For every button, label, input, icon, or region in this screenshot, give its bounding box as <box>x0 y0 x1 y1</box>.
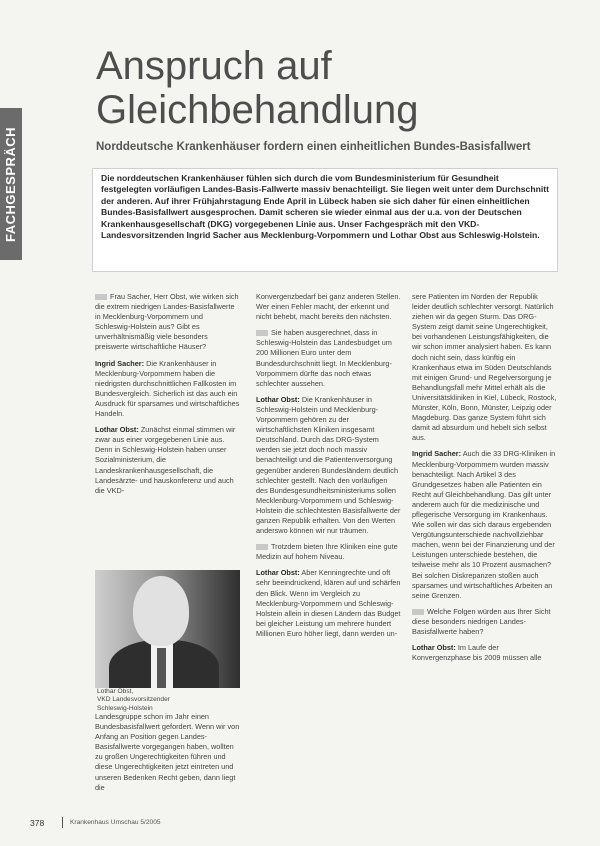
question-paragraph: Trotzdem bieten Ihre Kliniken eine gute Medizin auf hohem Niveau. <box>256 542 398 562</box>
answer-paragraph-continued: sere Patienten im Norden der Republik leider deutlich schlechter versorgt. Natürlich ziehen wir da gegen Sturm. Das DRG-System zeigt damit seine Ungerechtigkeit, bei vorhandenen Leistungsfähigkeiten, die wir schon immer analysiert haben. Es kann doch nicht sein, dass künftig ein Krankenhaus etwa im Süden Deutschlands mit einigen Grund- und Regelversorgung je Behandlungsfall mehr Mittel erhält als die Universitätskliniken in Kiel, Lübeck, Rostock, Münster, Köln, Bonn, Münster, Leipzig oder Magdeburg. Das ganze System führt sich damit ad absurdum und hebelt sich selbst aus. <box>412 292 557 443</box>
question-marker-icon <box>256 330 268 336</box>
caption-role: VKD Landesvorsitzender <box>97 696 170 704</box>
answer-paragraph: Lothar Obst: Aber Kenningrechte und oft sehr beeindruckend, klären auf und schärfen den Blick. Wenn im Vergleich zu Mecklenburg-Vorpommern und Schleswig-Holstein allein in diesen Ländern das Budget bei gleicher Leistung um mehrere hundert Millionen Euro höher liegt, dann werden un- <box>256 568 401 638</box>
question-marker-icon <box>412 609 424 615</box>
page-title: Anspruch auf Gleichbehandlung <box>96 44 419 132</box>
section-label: FACHGESPRÄCH <box>0 108 22 260</box>
answer-paragraph-continued: Landesgruppe schon im Jahr einen Bundesbasisfallwert gefordert. Wenn wir von Anfang an Position gegen Landes-Basisfallwerte vorgegangen haben, wollten zu großen Ungerechtigkeiten führen und diese Ungerechtigkeiten jetzt eintreten und unseren Bedenken Recht geben, dann liegt die <box>95 712 240 792</box>
speaker-name: Lothar Obst: <box>256 568 300 578</box>
question-marker-icon <box>256 544 268 550</box>
question-marker-icon <box>95 294 107 300</box>
answer-paragraph: Lothar Obst: Die Krankenhäuser in Schleswig-Holstein und Mecklenburg-Vorpommern gehören zu der wirtschaftlichsten Kliniken insgesamt Deutschland. Durch das DRG-System werden sie jetzt doch noch massiv benachteiligt und die Patientenversorgung gegenüber anderen Bundesländern deutlich schlechter gestellt. Nach den vorläufigen des Bundesgesundheitsministeriums sollen Mecklenburg-Vorpommern und Schleswig-Holstein die schlechtesten Basisfallwerte der ganzen Republik erhalten. Von den Werten anderswo können wir nur träumen. <box>256 394 401 536</box>
portrait-photo <box>95 570 240 688</box>
question-paragraph: Welche Folgen würden aus Ihrer Sicht diese besonders niedrigen Landes-Basisfallwerte haben? <box>412 606 551 636</box>
answer-paragraph: Lothar Obst: Zunächst einmal stimmen wir zwar aus einer vorgegebenen Linie aus. Denn in Schleswig-Holstein haben unser Sozialministerium, die Landeskrankenhausgesellschaft, die Landesärzte- und hauskonferenz und auch die VKD- <box>95 425 236 495</box>
question-paragraph: Frau Sacher, Herr Obst, wie wirken sich die extrem niedrigen Landes-Basisfallwerte in Mecklenburg-Vorpommern und Schleswig-Holstein aus? Gibt es unverhältnismäßig viele besonders preiswerte wirtschaftliche Häuser? <box>95 292 239 352</box>
footer-divider <box>62 817 63 828</box>
intro-text: Die norddeutschen Krankenhäuser fühlen sich durch die vom Bundesministerium für Gesundheit festgelegten vorläufigen Landes-Basis-Fallwerte massiv benachteiligt. Sie liegen weit unter dem Durchschnitt der anderen. Auf ihrer Frühjahrstagung Ende April in Lübeck haben sie sich daher für einen einheitlichen Bundes-Basisfallwert ausgesprochen. Damit scheren sie wieder einmal aus der u.a. von der Deutschen Krankenhausgesellschaft (DKG) vorgegebenen Linie aus. Unser Fachgespräch mit den VKD-Landesvorsitzenden Ingrid Sacher aus Mecklenburg-Vorpommern und Lothar Obst aus Schleswig-Holstein. <box>101 173 549 241</box>
caption-name: Lothar Obst, <box>97 688 134 695</box>
speaker-name: Lothar Obst: <box>95 425 139 435</box>
page-subtitle: Norddeutsche Krankenhäuser fordern einen einheitlichen Bundes-Basisfallwert <box>96 141 531 153</box>
photo-caption <box>97 688 237 713</box>
speaker-name: Lothar Obst: <box>412 643 456 653</box>
question-paragraph: Sie haben ausgerechnet, dass in Schleswig-Holstein das Landesbudget um 200 Millionen Euro unter dem Bundesdurchschnitt liegt. In Mecklenburg-Vorpommern dürfte das noch etwas schlechter aussehen. <box>256 328 392 388</box>
speaker-name: Ingrid Sacher: <box>95 358 145 368</box>
answer-paragraph: Ingrid Sacher: Die Krankenhäuser in Mecklenburg-Vorpommern haben die niedrigsten durchschnittlichen Fallkosten im Bundesvergleich. Sicherlich ist das auch ein Ausdruck für sparsames und wirtschaftliches Handeln. <box>95 358 240 419</box>
page-number: 378 <box>30 818 45 828</box>
article-column-2 <box>256 292 401 645</box>
journal-name: Krankenhaus Umschau 5/2005 <box>70 819 161 826</box>
speaker-name: Ingrid Sacher: <box>412 449 462 459</box>
answer-paragraph-continued: Konvergenzbedarf bei ganz anderen Stellen. Wer einen Fehler macht, der erkennt und nicht behebt, macht bereits den nächsten. <box>256 292 401 322</box>
column-1-bottom <box>95 712 240 799</box>
article-column-3 <box>412 292 557 669</box>
intro-box <box>92 168 558 272</box>
answer-paragraph: Lothar Obst: Im Laufe der Konvergenzphase bis 2009 müssen alle <box>412 643 542 663</box>
speaker-name: Lothar Obst: <box>256 394 300 404</box>
caption-region: Schleswig-Holstein <box>97 704 153 712</box>
column-1-top <box>95 292 240 502</box>
answer-paragraph: Ingrid Sacher: Auch die 33 DRG-Kliniken in Mecklenburg-Vorpommern wurden massiv benachteiligt. Nach Artikel 3 des Grundgesetzes haben alle Patienten ein Recht auf Gleichbehandlung. Das gilt unter anderem auch für die medizinische und pflegerische Versorgung im Krankenhaus. Wie sollen wir das sich daraus ergebenden Vergütungsunterschiede nachvollziehbar machen, wenn bei der Finanzierung und der Leistungen unterschiede bestehen, die teilweise mehr als 10 Prozent ausmachen? Bei solchen Diskrepanzen stoßen auch sparsames und wirtschaftliches Arbeiten an seine Grenzen. <box>412 449 556 600</box>
